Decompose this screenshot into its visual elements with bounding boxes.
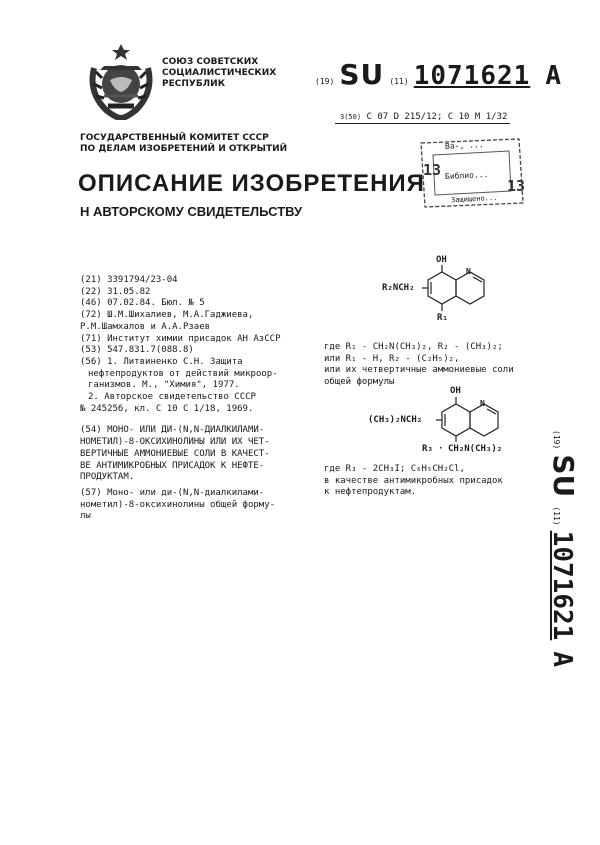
patent-number: 1071621 xyxy=(413,61,531,91)
document-title: ОПИСАНИЕ ИЗОБРЕТЕНИЯ xyxy=(78,170,425,197)
biblio-line: Р.М.Шамхалов и А.А.Рзаев xyxy=(80,321,211,332)
document-subtitle: Н АВТОРСКОМУ СВИДЕТЕЛЬСТВУ xyxy=(80,204,303,219)
mpk-classification: 3(50) С 07 D 215/12; С 10 M 1/32 xyxy=(340,112,508,122)
bibliographic-data xyxy=(80,275,320,523)
code-19: (19) xyxy=(315,77,335,86)
structural-formula-1: OH N R₂NCH₂ R₁ xyxy=(380,255,490,340)
biblio-line: (56) 1. Литвиненко С.Н. Защита xyxy=(80,356,243,367)
ussr-emblem xyxy=(82,40,160,120)
ussr-label: СОЮЗ СОВЕТСКИХ СОЦИАЛИСТИЧЕСКИХ РЕСПУБЛИК xyxy=(162,57,277,89)
kind-code: A xyxy=(545,61,562,91)
claim-54-title: (54) МОНО- ИЛИ ДИ-(N,N-ДИАЛКИЛАМИ- НОМЕТИЛ)-8-ОКСИХИНОЛИНЫ ИЛИ ИХ ЧЕТ- ВЕРТИЧНЫЕ АММОНИЕВЫЕ СОЛИ В КАЧЕСТ- ВЕ АНТИМИКРОБНЫХ ПРИСАДОК К НЕФТЕ- ПРОДУКТАМ. xyxy=(80,425,270,483)
biblio-line: (71) Институт химии присадок АН АзССР xyxy=(80,333,281,344)
vertical-patent-id: (19) SU (11) 1071621 A xyxy=(547,430,580,668)
library-stamp: Ва-, ... 13 13 Библио... Защищено... xyxy=(415,133,527,211)
biblio-line: (21) 3391794/23-04 xyxy=(80,275,178,285)
formula-1-legend: где R₁ - CH₂N(CH₃)₂, R₂ - (CH₃)₂; или R₁ - H, R₂ - (C₂H₅)₂, или их четвертичные аммониевые соли общей формулы xyxy=(324,342,514,388)
biblio-line: ганизмов. М., "Химия", 1977. xyxy=(88,380,240,391)
su-label: SU xyxy=(339,58,385,91)
biblio-line: нефтепродуктов от действий микроор- xyxy=(88,368,278,379)
biblio-line: 2. Авторское свидетельство СССР xyxy=(88,392,256,403)
claim-57-text: (57) Моно- или ди-(N,N-диалкилами- нометил)-8-оксихинолины общей форму- лы xyxy=(80,487,276,522)
committee-name: ГОСУДАРСТВЕННЫЙ КОМИТЕТ СССР ПО ДЕЛАМ ИЗОБРЕТЕНИЙ И ОТКРЫТИЙ xyxy=(80,133,288,154)
biblio-line: (53) 547.831.7(088.8) xyxy=(80,345,194,356)
mpk-divider xyxy=(335,123,510,124)
biblio-line: № 245256, кл. С 10 С 1/18, 1969. xyxy=(80,403,254,414)
biblio-line: (72) Ш.М.Шихалиев, М.А.Гаджиева, xyxy=(80,310,254,321)
formula-2-legend: где R₃ - 2CH₃I; C₆H₅CH₂Cl, в качестве антимикробных присадок к нефтепродуктам. xyxy=(324,464,503,498)
biblio-line: (46) 07.02.84. Бюл. № 5 xyxy=(80,298,205,309)
biblio-line: (22) 31.05.82 xyxy=(80,286,151,297)
code-11: (11) xyxy=(389,77,409,86)
header-patent-id xyxy=(315,58,561,91)
structural-formula-2: OH N (CH₃)₂NCH₂ R₃ · CH₂N(CH₃)₂ xyxy=(368,386,503,454)
